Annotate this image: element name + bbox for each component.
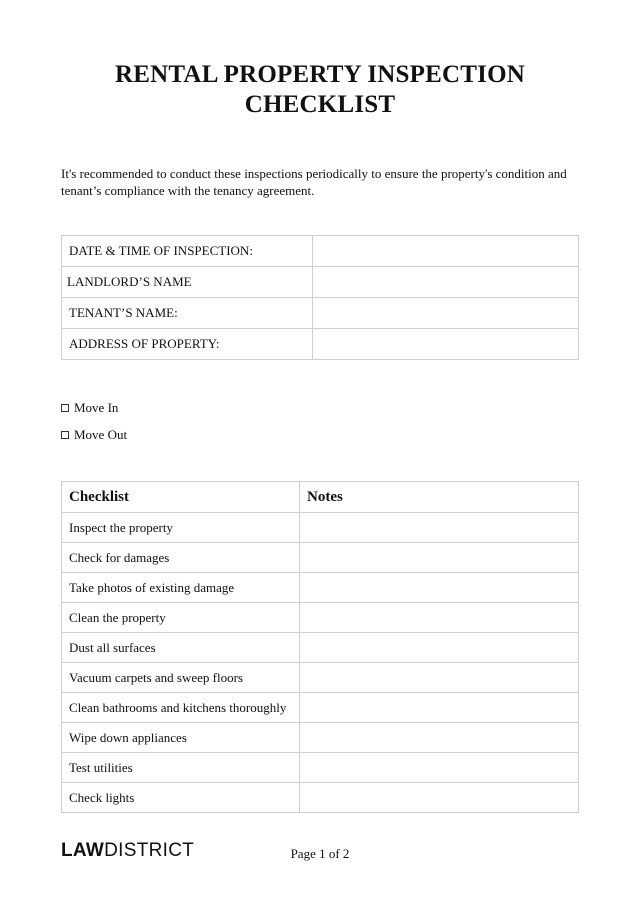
page-number: Page 1 of 2 [290, 846, 350, 861]
title-line-2: CHECKLIST [244, 91, 396, 118]
notes-cell[interactable] [300, 573, 579, 603]
notes-column-header: Notes [300, 482, 579, 513]
move-options [61, 399, 127, 453]
notes-cell[interactable] [300, 663, 579, 693]
table-row [62, 783, 579, 813]
info-value-field[interactable] [313, 298, 579, 329]
info-row [62, 329, 579, 360]
checklist-item: Wipe down appliances [62, 723, 300, 753]
info-row [62, 267, 579, 298]
notes-cell[interactable] [300, 513, 579, 543]
checklist-item: Inspect the property [62, 513, 300, 543]
move-out-checkbox[interactable] [61, 431, 69, 439]
table-row [62, 753, 579, 783]
table-row [62, 543, 579, 573]
notes-cell[interactable] [300, 543, 579, 573]
notes-cell[interactable] [300, 603, 579, 633]
info-value-field[interactable] [313, 236, 579, 267]
checklist-item: Vacuum carpets and sweep floors [62, 663, 300, 693]
table-row [62, 513, 579, 543]
inspection-info-table [61, 235, 579, 360]
notes-cell[interactable] [300, 633, 579, 663]
move-in-option[interactable] [61, 399, 127, 416]
table-row [62, 723, 579, 753]
notes-cell[interactable] [300, 753, 579, 783]
checklist-column-header: Checklist [62, 482, 300, 513]
info-label: ADDRESS OF PROPERTY: [62, 329, 313, 360]
logo-bold-text: LAW [61, 840, 105, 861]
info-row [62, 236, 579, 267]
table-row [62, 603, 579, 633]
info-value-field[interactable] [313, 329, 579, 360]
notes-cell[interactable] [300, 783, 579, 813]
info-row [62, 298, 579, 329]
checklist-item: Dust all surfaces [62, 633, 300, 663]
table-row [62, 633, 579, 663]
move-out-option[interactable] [61, 426, 127, 443]
checklist-item: Take photos of existing damage [62, 573, 300, 603]
move-in-checkbox[interactable] [61, 404, 69, 412]
table-row [62, 573, 579, 603]
document-title [0, 60, 640, 120]
checklist-item: Check lights [62, 783, 300, 813]
checklist-item: Clean bathrooms and kitchens thoroughly [62, 693, 300, 723]
checklist-item: Test utilities [62, 753, 300, 783]
info-value-field[interactable] [313, 267, 579, 298]
notes-cell[interactable] [300, 723, 579, 753]
title-line-1: RENTAL PROPERTY INSPECTION [115, 61, 525, 88]
checklist-item: Clean the property [62, 603, 300, 633]
move-in-label: Move In [74, 399, 119, 415]
notes-cell[interactable] [300, 693, 579, 723]
checklist-item: Check for damages [62, 543, 300, 573]
info-label: TENANT’S NAME: [62, 298, 313, 329]
checklist-table [61, 481, 579, 813]
info-label: LANDLORD’S NAME [62, 267, 313, 298]
logo-text: DISTRICT [104, 840, 195, 861]
move-out-label: Move Out [74, 426, 128, 442]
table-row [62, 663, 579, 693]
checklist-header-row [62, 482, 579, 513]
table-row [62, 693, 579, 723]
info-label: DATE & TIME OF INSPECTION: [62, 236, 313, 267]
intro-paragraph: It's recommended to conduct these inspections periodically to ensure the property's condition and tenant’s compliance with the tenancy agreement. [61, 166, 567, 198]
